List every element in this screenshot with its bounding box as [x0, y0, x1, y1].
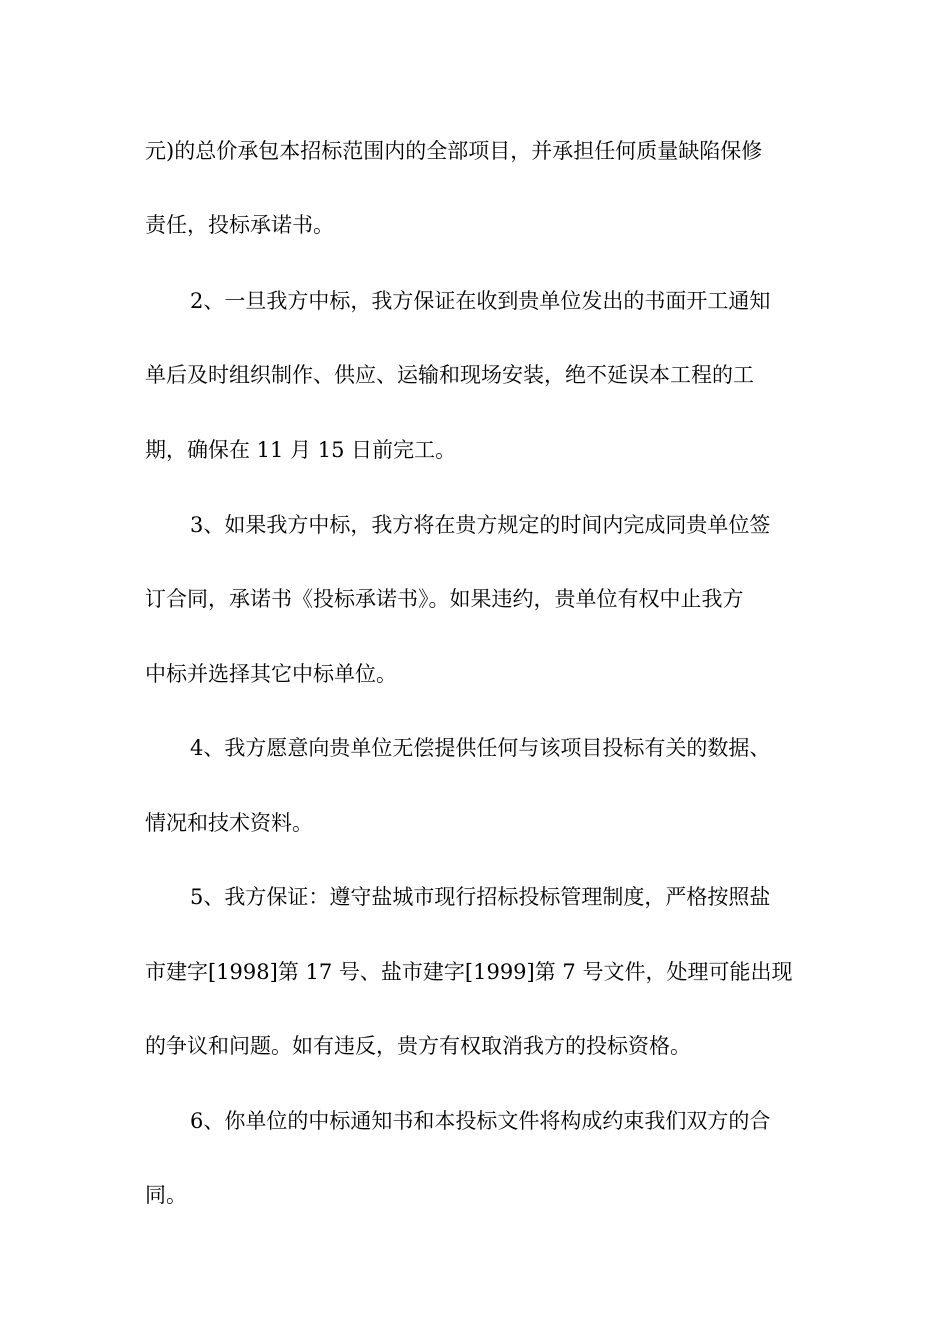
text-line-1 [0, 131, 950, 171]
line-text: 元)的总价承包本招标范围内的全部项目，并承担任何质量缺陷保修 [145, 139, 763, 163]
item-4-line-2 [0, 803, 950, 843]
item-2-line-2 [0, 355, 950, 395]
line-text: 单后及时组织制作、供应、运输和现场安装，绝不延误本工程的工 [145, 363, 754, 387]
line-text: 6、你单位的中标通知书和本投标文件将构成约束我们双方的合 [190, 1109, 771, 1133]
item-2-line-3 [0, 430, 950, 470]
line-text: 5、我方保证：遵守盐城市现行招标投标管理制度，严格按照盐 [190, 885, 771, 909]
line-text: 责任，投标承诺书。 [145, 213, 334, 237]
item-6-line-1 [0, 1101, 950, 1141]
line-text: 订合同，承诺书《投标承诺书》。如果违约，贵单位有权中止我方 [145, 587, 744, 611]
line-text: 期，确保在 11 月 15 日前完工。 [145, 438, 457, 462]
item-3-line-2 [0, 579, 950, 619]
line-text: 4、我方愿意向贵单位无偿提供任何与该项目投标有关的数据、 [190, 736, 771, 760]
item-5-line-3 [0, 1026, 950, 1066]
item-3-line-1 [0, 505, 950, 545]
item-4-line-1 [0, 728, 950, 768]
text-line-2 [0, 205, 950, 245]
item-5-line-2 [0, 952, 950, 992]
line-text: 中标并选择其它中标单位。 [145, 662, 397, 686]
line-text: 的争议和问题。如有违反，贵方有权取消我方的投标资格。 [145, 1034, 691, 1058]
line-text: 3、如果我方中标，我方将在贵方规定的时间内完成同贵单位签 [190, 513, 771, 537]
line-text: 2、一旦我方中标，我方保证在收到贵单位发出的书面开工通知 [190, 289, 771, 313]
line-text: 同。 [145, 1183, 187, 1207]
line-text: 市建字[1998]第 17 号、盐市建字[1999]第 7 号文件，处理可能出现 [145, 960, 793, 984]
line-text: 情况和技术资料。 [145, 811, 313, 835]
item-6-line-2 [0, 1175, 950, 1215]
item-5-line-1 [0, 877, 950, 917]
item-2-line-1 [0, 281, 950, 321]
item-3-line-3 [0, 654, 950, 694]
